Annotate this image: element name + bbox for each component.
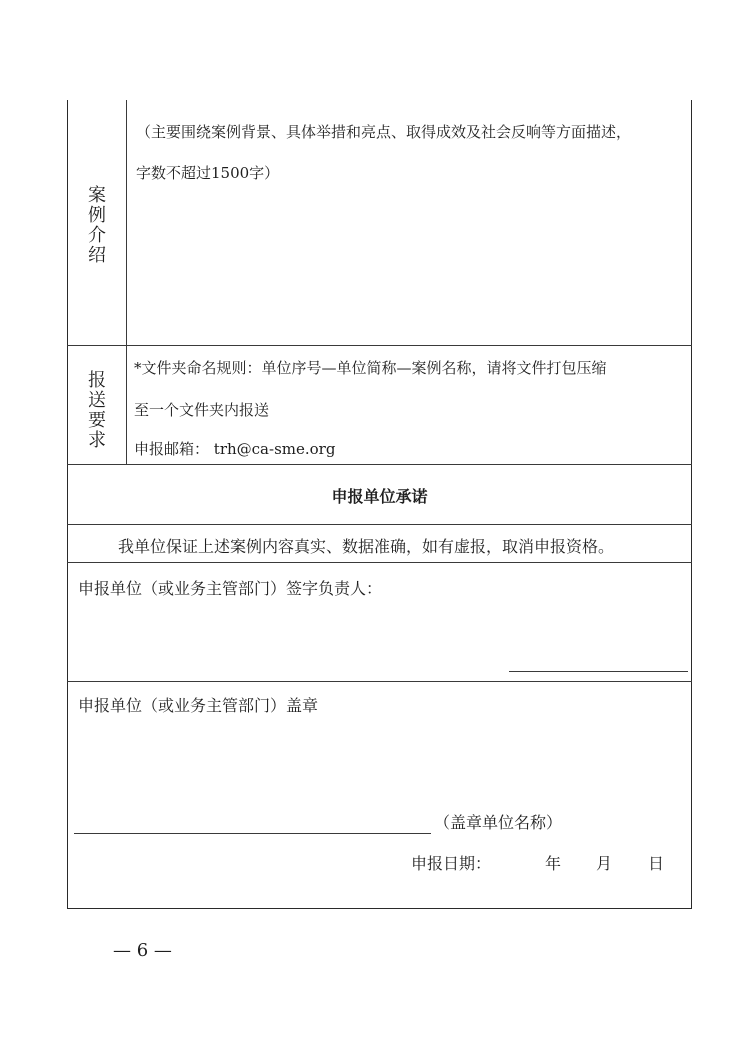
- seal-label: 申报单位（或业务主管部门）盖章: [78, 696, 319, 715]
- submission-rule-line2: 至一个文件夹内报送: [134, 401, 270, 419]
- submission-label: 报送要求: [85, 370, 106, 450]
- unit-name-line[interactable]: [74, 833, 431, 834]
- unit-name-hint: （盖章单位名称）: [434, 813, 563, 832]
- date-month-label: 月: [596, 854, 613, 873]
- case-intro-description-line2: 字数不超过1500字）: [136, 164, 280, 182]
- submission-email[interactable]: trh@ca-sme.org: [213, 440, 336, 458]
- signature-label: 申报单位（或业务主管部门）签字负责人：: [78, 579, 383, 598]
- commitment-statement: 我单位保证上述案例内容真实、数据准确，如有虚报，取消申报资格。: [118, 537, 615, 556]
- row-divider-3: [67, 524, 692, 525]
- submission-rule-line1: *文件夹命名规则：单位序号—单位简称—案例名称，请将文件打包压缩: [134, 359, 607, 377]
- date-year-label: 年: [545, 854, 562, 873]
- table-bottom-border: [67, 908, 692, 909]
- row-divider-1: [67, 345, 692, 346]
- signature-line[interactable]: [509, 671, 688, 672]
- label-column-divider: [126, 100, 127, 465]
- row-divider-5: [67, 681, 692, 682]
- commitment-title: 申报单位承诺: [331, 487, 428, 506]
- case-intro-label: 案例介绍: [85, 185, 106, 265]
- row-divider-4: [67, 562, 692, 563]
- page-number: — 6 —: [113, 940, 172, 961]
- date-day-label: 日: [648, 854, 665, 873]
- row-divider-2: [67, 464, 692, 465]
- submission-email-row: [134, 438, 335, 459]
- date-label: 申报日期：: [411, 854, 492, 873]
- case-intro-description-line1: （主要围绕案例背景、具体举措和亮点、取得成效及社会反响等方面描述，: [136, 123, 632, 141]
- submission-email-label: 申报邮箱：: [134, 440, 210, 458]
